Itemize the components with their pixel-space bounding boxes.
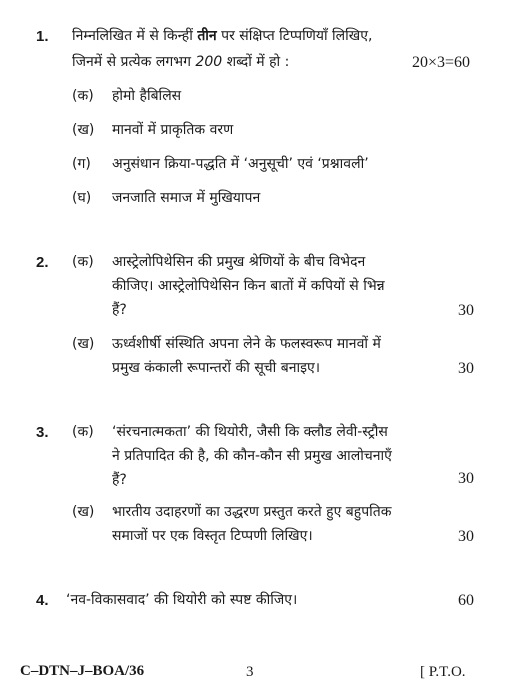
- q1-intro2-text-b: शब्दों में हो :: [222, 54, 290, 70]
- q1-part-a-label: (क): [72, 88, 94, 104]
- q1-intro2-text-a: जिनमें से प्रत्येक लगभग: [72, 54, 196, 70]
- question-1-number: 1.: [36, 28, 49, 45]
- q3-part-a-label: (क): [72, 424, 94, 440]
- question-1-intro-line-2: [72, 52, 289, 72]
- q1-part-b-label: (ख): [72, 122, 95, 138]
- q1-part-c-label: (ग): [72, 156, 91, 172]
- q3-part-a-line-3: हैं?: [112, 472, 127, 488]
- page-number: 3: [246, 664, 254, 680]
- question-4-number: 4.: [36, 592, 49, 609]
- q3-part-b-line-1: भारतीय उदाहरणों का उद्धरण प्रस्तुत करते हुए बहुपतिक: [112, 504, 392, 520]
- q2-part-a-line-2: कीजिए। आस्ट्रेलोपिथेसिन किन बातों में कपियों से भिन्न: [112, 278, 385, 294]
- q1-part-d-label: (घ): [72, 190, 92, 206]
- q1-part-a-text: होमो हैबिलिस: [112, 88, 182, 104]
- question-4-text: ‘नव-विकासवाद’ की थियोरी को स्पष्ट कीजिए।: [66, 592, 298, 608]
- q2-part-b-label: (ख): [72, 336, 95, 352]
- q3-part-a-line-1: ‘संरचनात्मकता’ की थियोरी, जैसी कि क्लौड लेवी-स्ट्रौस: [112, 424, 388, 440]
- q1-intro-text-b: पर संक्षिप्त टिप्पणियाँ लिखिए,: [216, 28, 373, 44]
- q1-part-d-text: जनजाति समाज में मुखियापन: [112, 190, 261, 206]
- q2-part-b-marks: 30: [458, 360, 474, 377]
- q1-part-b-text: मानवों में प्राकृतिक वरण: [112, 122, 234, 138]
- question-3-number: 3.: [36, 424, 49, 441]
- q2-part-a-line-3: हैं?: [112, 302, 127, 318]
- q3-part-b-marks: 30: [458, 528, 474, 545]
- q2-part-b-line-2: प्रमुख कंकाली रूपान्तरों की सूची बनाइए।: [112, 360, 321, 376]
- q3-part-b-label: (ख): [72, 504, 95, 520]
- question-1-marks: 20×3=60: [412, 54, 471, 71]
- question-4-marks: 60: [458, 592, 474, 609]
- q3-part-b-line-2: समाजों पर एक विस्तृत टिप्पणी लिखिए।: [112, 528, 313, 544]
- pto-mark: [ P.T.O.: [420, 664, 466, 680]
- q2-part-a-label: (क): [72, 254, 94, 270]
- q2-part-b-line-1: ऊर्ध्वशीर्षी संस्थिति अपना लेने के फलस्वरूप मानवों में: [112, 336, 381, 352]
- q2-part-a-marks: 30: [458, 302, 474, 319]
- q1-intro-bold: तीन: [197, 28, 217, 44]
- q1-part-c-text: अनुसंधान क्रिया-पद्धति में ‘अनुसूची’ एवं ‘प्रश्नावली’: [112, 156, 369, 172]
- q3-part-a-line-2: ने प्रतिपादित की है, की कौन-कौन सी प्रमुख आलोचनाएँ: [112, 448, 392, 464]
- q1-word-count: 200: [195, 54, 223, 70]
- paper-code: C–DTN–J–BOA/36: [20, 663, 145, 679]
- question-2-number: 2.: [36, 254, 49, 271]
- q1-intro-text-a: निम्नलिखित में से किन्हीं: [72, 28, 198, 44]
- question-1-intro-line-1: [72, 26, 372, 46]
- q3-part-a-marks: 30: [458, 470, 474, 487]
- q2-part-a-line-1: आस्ट्रेलोपिथेसिन की प्रमुख श्रेणियों के बीच विभेदन: [112, 254, 366, 270]
